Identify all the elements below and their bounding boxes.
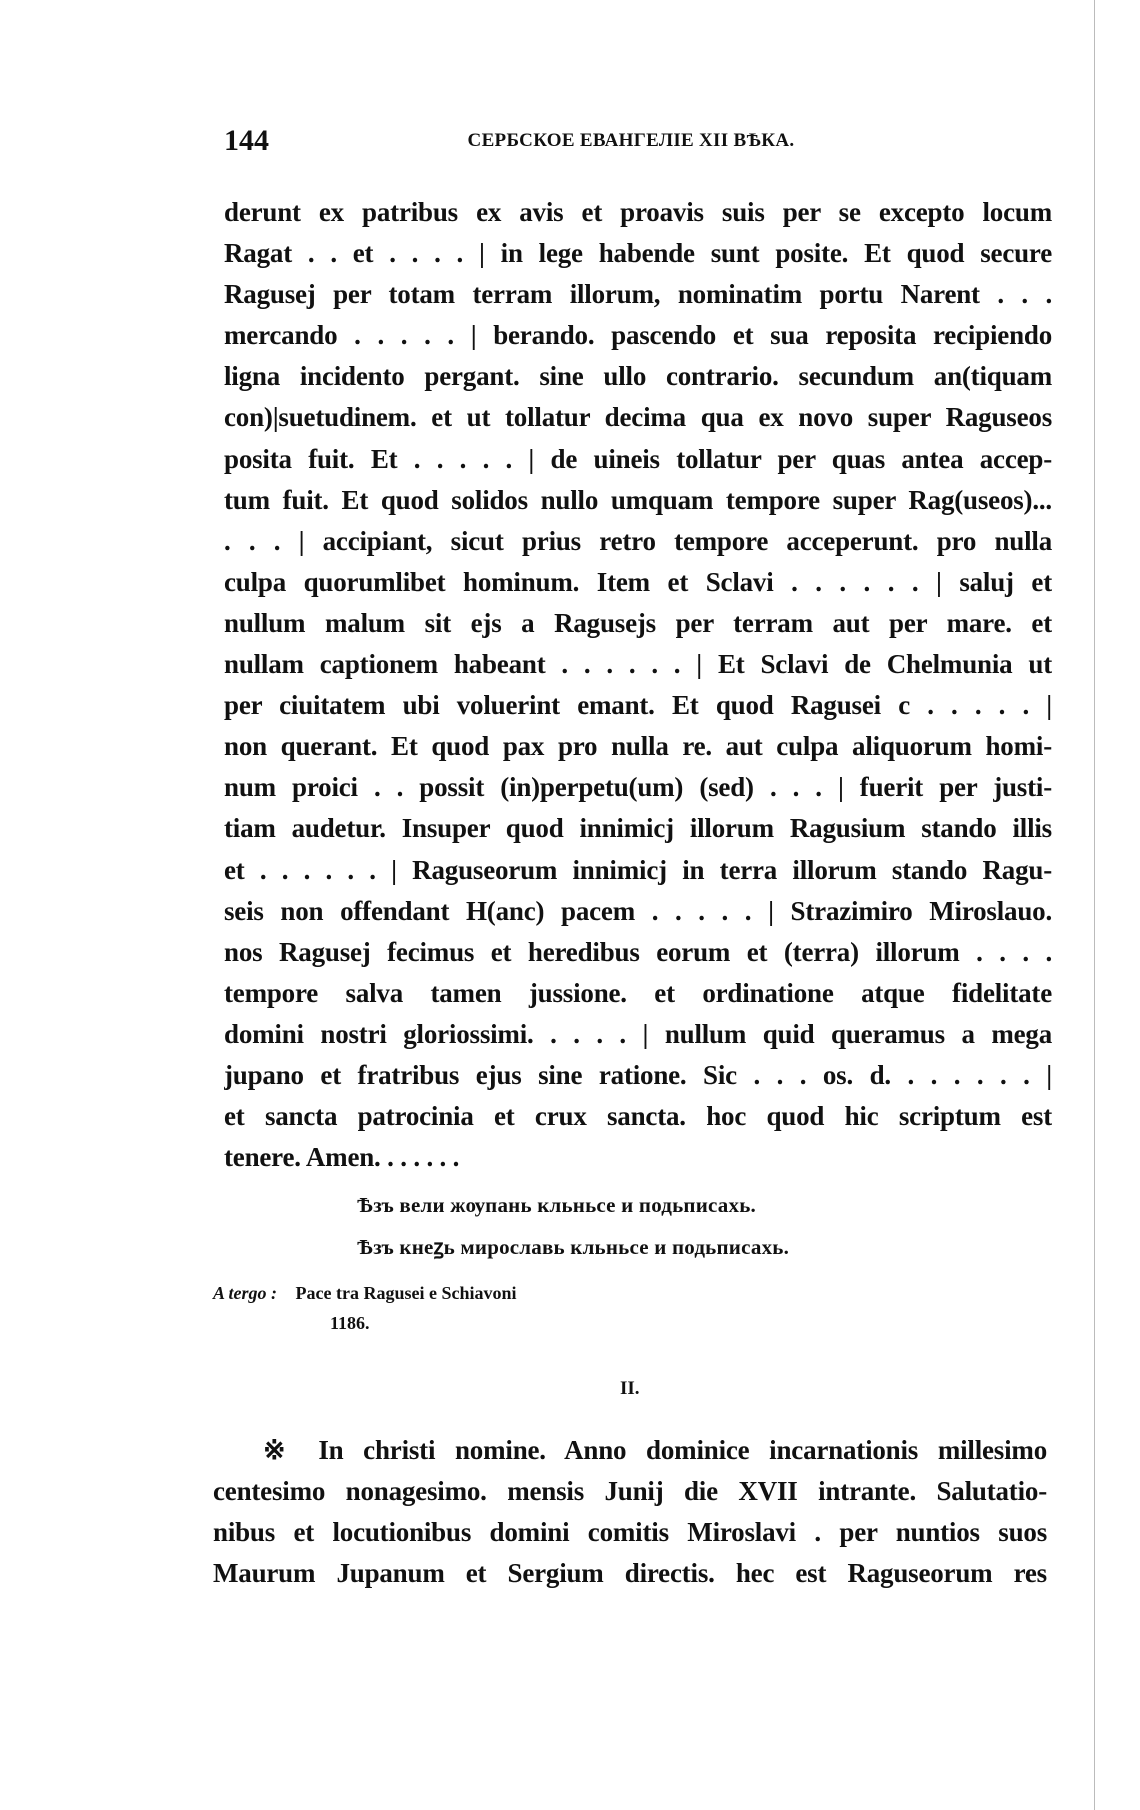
page-number: 144 <box>224 124 269 157</box>
text-line: ※ In christi nomine. Anno dominice incarnationis millesimo <box>263 1435 1047 1465</box>
text-line: tenere. Amen. . . . . . . <box>224 1142 460 1173</box>
text-line: . . . | accipiant, sicut prius retro tempore acceperunt. pro nulla <box>224 525 1052 556</box>
text-line: ligna incidento pergant. sine ullo contrario. secundum an(tiquam <box>224 361 1052 392</box>
a-tergo-year: 1186. <box>330 1313 370 1333</box>
a-tergo-note <box>213 1283 517 1304</box>
text-line: Ragusej per totam terram illorum, nominatim portu Narent . . . <box>224 279 1052 310</box>
text-line: culpa quorumlibet hominum. Item et Sclavi . . . . . . | saluj et <box>224 566 1052 597</box>
text-line: derunt ex patribus ex avis et proavis suis per se excepto locum <box>224 197 1052 227</box>
text-line: et sancta patrocinia et crux sancta. hoc quod hic scriptum est <box>224 1101 1052 1132</box>
text-line: per ciuitatem ubi voluerint emant. Et quod Ragusei c . . . . . | <box>224 690 1052 721</box>
text-line: posita fuit. Et . . . . . | de uineis tollatur per quas antea accep- <box>224 443 1052 474</box>
document-2-text <box>213 1430 1047 1594</box>
section-number: II. <box>620 1378 640 1399</box>
text-line: nullam captionem habeant . . . . . . | Et Sclavi de Chelmunia ut <box>224 649 1052 680</box>
a-tergo-label: A tergo : <box>213 1283 278 1303</box>
text-line: nos Ragusej fecimus et heredibus eorum et (terra) illorum . . . . <box>224 936 1052 967</box>
text-line: seis non offendant H(anc) pacem . . . . . | Strazimiro Miroslauo. <box>224 895 1052 926</box>
text-line: nullum malum sit ejs a Ragusejs per terram aut per mare. et <box>224 607 1052 638</box>
text-line: mercando . . . . . | berando. pascendo et sua reposita recipiendo <box>224 320 1052 351</box>
text-line: centesimo nonagesimo. mensis Junij die XVII intrante. Salutatio- <box>213 1476 1047 1507</box>
a-tergo-text: Pace tra Ragusei e Schiavoni <box>295 1283 517 1303</box>
signature-line-1: Ѣзъ вели жѹпань кльньсе и подьписахь. <box>357 1193 756 1217</box>
text-line: jupano et fratribus ejus sine ratione. Sic . . . os. d. . . . . . . | <box>224 1059 1052 1090</box>
document-1-text <box>224 192 1052 1178</box>
text-line: num proici . . possit (in)perpetu(um) (sed) . . . | fuerit per justi- <box>224 772 1052 803</box>
page-edge-line <box>1094 0 1095 1810</box>
running-title: СЕРБСКОЕ ЕВАНГЕЛІЕ XII ВѢКА. <box>467 130 795 151</box>
text-line: Maurum Jupanum et Sergium directis. hec est Raguseorum res <box>213 1558 1047 1589</box>
text-line: tempore salva tamen jussione. et ordinatione atque fidelitate <box>224 977 1052 1008</box>
signature-line-2: Ѣзъ кнеꙁь мирославь кльньсе и подьписахь. <box>357 1235 790 1259</box>
text-line: tiam audetur. Insuper quod innimicj illorum Ragusium stando illis <box>224 813 1052 844</box>
text-line: non querant. Et quod pax pro nulla re. aut culpa aliquorum homi- <box>224 731 1052 762</box>
text-line: nibus et locutionibus domini comitis Miroslavi . per nuntios suos <box>213 1517 1047 1548</box>
text-line: Ragat . . et . . . . | in lege habende sunt posite. Et quod secure <box>224 238 1052 269</box>
text-line: con)|suetudinem. et ut tollatur decima qua ex novo super Raguseos <box>224 402 1052 433</box>
text-line: tum fuit. Et quod solidos nullo umquam tempore super Rag(useos)... <box>224 484 1052 515</box>
text-line: domini nostri gloriossimi. . . . . | nullum quid queramus a mega <box>224 1018 1052 1049</box>
text-line: et . . . . . . | Raguseorum innimicj in terra illorum stando Ragu- <box>224 854 1052 885</box>
